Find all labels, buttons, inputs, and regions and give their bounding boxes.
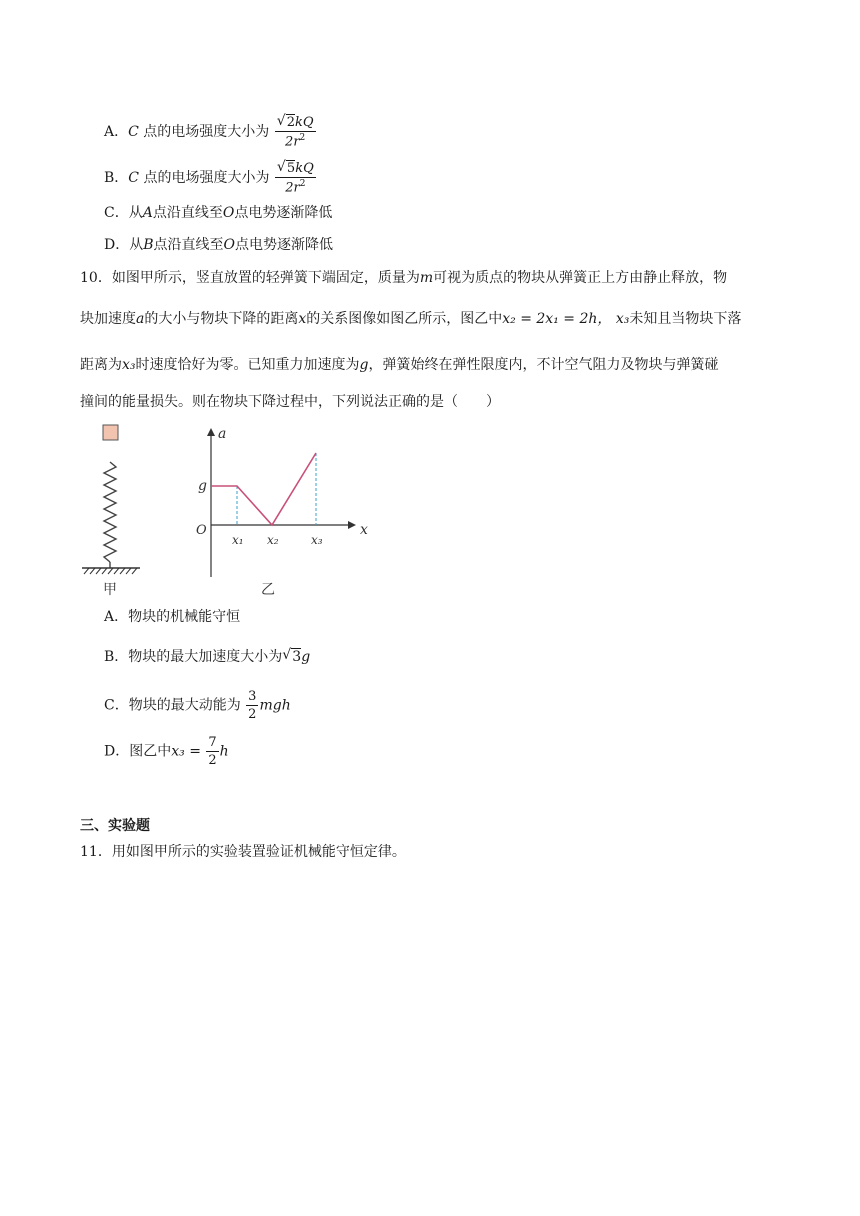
option-9d: D．从B点沿直线至O点电势逐渐降低 (104, 237, 334, 253)
tick-x1: x₁ (232, 533, 244, 547)
fraction-9a: √ 2kQ $2r^2$ (276, 113, 314, 150)
figure-spring-and-graph (70, 420, 380, 600)
option-9a: A．C 点的电场强度大小为 √ 2kQ $2r^2$ (104, 113, 314, 150)
option-10a: A．物块的机械能守恒 (104, 609, 241, 625)
axis-a-label: a (218, 426, 227, 442)
block (103, 425, 118, 440)
q10-line1: 10．如图甲所示，竖直放置的轻弹簧下端固定，质量为m可视为质点的物块从弹簧正上方由静止释放，物 (80, 270, 728, 286)
q10-line2: 块加速度a的大小与物块下降的距离x的关系图像如图乙所示，图乙中x₂ = 2x₁ = 2h， x₃未知且当物块下落 (80, 311, 742, 327)
label-jia: 甲 (103, 582, 117, 598)
a-x-graph-line (211, 453, 316, 525)
option-10d: D．图乙中x₃ = $\frac{7}{2}$ h (104, 735, 229, 768)
option-9b: B．C 点的电场强度大小为 √ 5kQ $2r^2$ (104, 159, 314, 196)
option-9c: C．从A点沿直线至O点电势逐渐降低 (104, 205, 333, 221)
option-10c: C．物块的最大动能为 $\frac{3}{2}$ mgh (104, 689, 291, 722)
q10-line4: 撞间的能量损失。则在物块下降过程中，下列说法正确的是（ ） (80, 394, 500, 410)
fraction-9b: √ 5kQ $2r^2$ (276, 159, 314, 196)
q10-line3: 距离为x₃时速度恰好为零。已知重力加速度为g，弹簧始终在弹性限度内，不计空气阻力及物块与弹簧碰 (80, 357, 719, 373)
label-yi: 乙 (261, 582, 275, 598)
origin-label: O (196, 523, 207, 538)
tick-x2: x₂ (267, 533, 279, 547)
g-label: g (198, 478, 207, 494)
spring (104, 462, 116, 562)
q11-stem: 11．用如图甲所示的实验装置验证机械能守恒定律。 (80, 844, 406, 860)
tick-x3: x₃ (311, 533, 323, 547)
section-heading: 三、实验题 (80, 818, 150, 834)
axis-x-label: x (360, 522, 368, 538)
option-10b: B．物块的最大加速度大小为 √ 3g (104, 647, 311, 665)
